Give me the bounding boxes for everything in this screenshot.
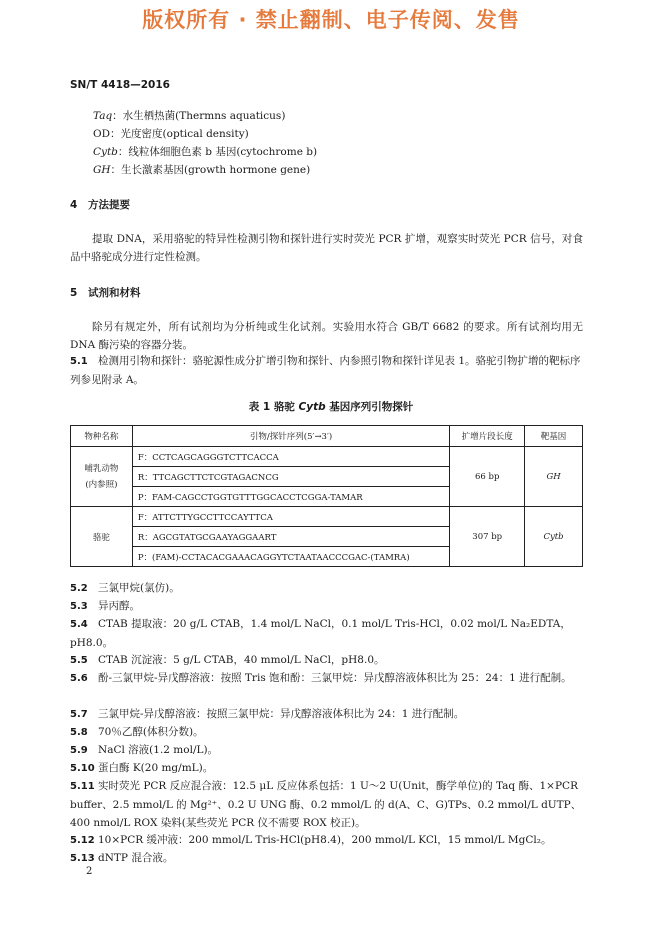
length-cell: 66 bp [450, 447, 525, 507]
item-5-7 [70, 705, 583, 724]
item-5-5 [70, 651, 583, 670]
item-number: 5.5 [70, 655, 88, 666]
section-4-body [70, 230, 583, 266]
paragraph: 提取 DNA，采用骆驼的特异性检测引物和探针进行实时荧光 PCR 扩增，观察实时荧光 PCR 信号，对食品中骆驼成分进行定性检测。 [70, 233, 583, 263]
header-species: 物种名称 [71, 426, 133, 447]
abbr-def: ：水生栖热菌(Thermns aquaticus) [112, 110, 286, 122]
table-row [71, 447, 583, 467]
item-text: 实时荧光 PCR 反应混合液：12.5 μL 反应体系包括：1 U～2 U(Unit，酶学单位)的 Taq 酶、1×PCR buffer、2.5 mmol/L 的 Mg²⁺、0.2 U UNG 酶、0.2 mmol/L 的 d(A、C、G)TPs、0.2 mmol/L dUTP、400 nmol/L ROX 染料(某些荧光 PCR 仪不需要 ROX 校正)。 [70, 780, 582, 829]
item-number: 5.8 [70, 727, 88, 738]
item-5-4 [70, 615, 583, 652]
item-text: CTAB 提取液：20 g/L CTAB，1.4 mol/L NaCl，0.1 mol/L Tris-HCl，0.02 mol/L Na₂EDTA，pH8.0。 [70, 618, 571, 649]
abbreviation-taq [93, 108, 285, 123]
sequence-cell: P：(FAM)-CCTACACGAAACAGGYTCTAATAACCCGAC-(TAMRA) [132, 547, 449, 567]
item-number: 5.3 [70, 601, 88, 612]
item-text: CTAB 沉淀液：5 g/L CTAB，40 mmol/L NaCl，pH8.0。 [98, 654, 385, 666]
item-text: 10×PCR 缓冲液：200 mmol/L Tris-HCl(pH8.4)，200 mmol/L KCl，15 mmol/L MgCl₂。 [98, 834, 552, 846]
item-number: 5.7 [70, 709, 88, 720]
item-5-9 [70, 741, 583, 760]
item-text: 检测用引物和探针：骆驼源性成分扩增引物和探针、内参照引物和探针详见表 1。骆驼引物扩增的靶标序列参见附录 A。 [70, 355, 581, 386]
section-5-heading [70, 285, 141, 300]
abbreviation-gh [93, 162, 310, 177]
item-5-11 [70, 777, 583, 832]
page-number: 2 [86, 866, 93, 877]
abbreviation-od [93, 126, 249, 141]
gene-cell: GH [525, 447, 583, 507]
length-cell: 307 bp [450, 507, 525, 567]
sequence-cell: R：AGCGTATGCGAAYAGGAART [132, 527, 449, 547]
abbr-term: OD [93, 128, 111, 140]
section-4-heading [70, 197, 130, 212]
item-number: 5.4 [70, 619, 88, 630]
paragraph: 除另有规定外，所有试剂均为分析纯或生化试剂。实验用水符合 GB/T 6682 的要求。所有试剂均用无 DNA 酶污染的容器分装。 [70, 321, 583, 351]
caption-prefix: 表 1 骆驼 [248, 401, 299, 413]
item-5-3 [70, 597, 583, 616]
abbr-def: ：线粒体细胞色素 b 基因(cytochrome b) [117, 146, 318, 158]
species-cell: 哺乳动物 (内参照) [71, 447, 133, 507]
sequence-cell: F：CCTCAGCAGGGTCTTCACCA [132, 447, 449, 467]
item-text: 异丙醇。 [98, 600, 140, 612]
item-text: 酚-三氯甲烷-异戊醇溶液：按照 Tris 饱和酚：三氯甲烷：异戊醇溶液体积比为 25：24：1 进行配制。 [98, 672, 572, 684]
section-number: 4 [70, 199, 78, 211]
copyright-banner: 版权所有 · 禁止翻制、电子传阅、发售 [142, 8, 520, 32]
item-number: 5.11 [70, 781, 95, 792]
table-header-row [71, 426, 583, 447]
item-text: 三氯甲烷(氯仿)。 [98, 582, 180, 594]
item-5-13 [70, 849, 583, 868]
item-number: 5.10 [70, 763, 95, 774]
item-5-12 [70, 831, 583, 850]
item-number: 5.6 [70, 673, 88, 684]
abbreviation-cytb [93, 144, 317, 159]
item-number: 5.2 [70, 583, 88, 594]
section-title: 方法提要 [88, 199, 130, 211]
item-text: 蛋白酶 K(20 mg/mL)。 [98, 762, 214, 774]
item-5-6 [70, 669, 583, 688]
table-caption [0, 399, 662, 414]
item-text: 三氯甲烷-异戊醇溶液：按照三氯甲烷：异戊醇溶液体积比为 24：1 进行配制。 [98, 708, 465, 720]
gene-cell: Cytb [525, 507, 583, 567]
sequence-cell: F：ATTCTTYGCCTTCCAYTTCA [132, 507, 449, 527]
abbr-term: Cytb [93, 146, 118, 158]
item-5-2 [70, 579, 583, 598]
caption-suffix: 基因序列引物探针 [325, 401, 414, 413]
item-number: 5.13 [70, 853, 95, 864]
item-number: 5.12 [70, 835, 95, 846]
caption-gene: Cytb [298, 401, 326, 413]
primer-probe-table [70, 425, 583, 567]
item-text: NaCl 溶液(1.2 mol/L)。 [98, 744, 219, 756]
abbr-term: Taq [93, 110, 113, 122]
header-gene: 靶基因 [525, 426, 583, 447]
species-cell: 骆驼 [71, 507, 133, 567]
item-number: 5.1 [70, 356, 88, 367]
abbr-def: ：生长激素基因(growth hormone gene) [110, 164, 311, 176]
item-5-1 [70, 352, 583, 389]
section-title: 试剂和材料 [88, 287, 141, 299]
sequence-cell: R：TTCAGCTTCTCGTAGACNCG [132, 467, 449, 487]
item-text: 70％乙醇(体积分数)。 [98, 726, 204, 738]
abbr-def: ：光度密度(optical density) [110, 128, 249, 140]
item-5-10 [70, 759, 583, 778]
table-row [71, 507, 583, 527]
sequence-cell: P：FAM-CAGCCTGGTGTTTGGCACCTCGGA-TAMAR [132, 487, 449, 507]
standard-number: SN/T 4418—2016 [70, 79, 170, 91]
header-length: 扩增片段长度 [450, 426, 525, 447]
header-sequence: 引物/探针序列(5′→3′) [132, 426, 449, 447]
section-5-intro [70, 318, 583, 354]
item-number: 5.9 [70, 745, 88, 756]
section-number: 5 [70, 287, 78, 299]
item-5-8 [70, 723, 583, 742]
item-text: dNTP 混合液。 [98, 852, 174, 864]
abbr-term: GH [93, 164, 111, 176]
